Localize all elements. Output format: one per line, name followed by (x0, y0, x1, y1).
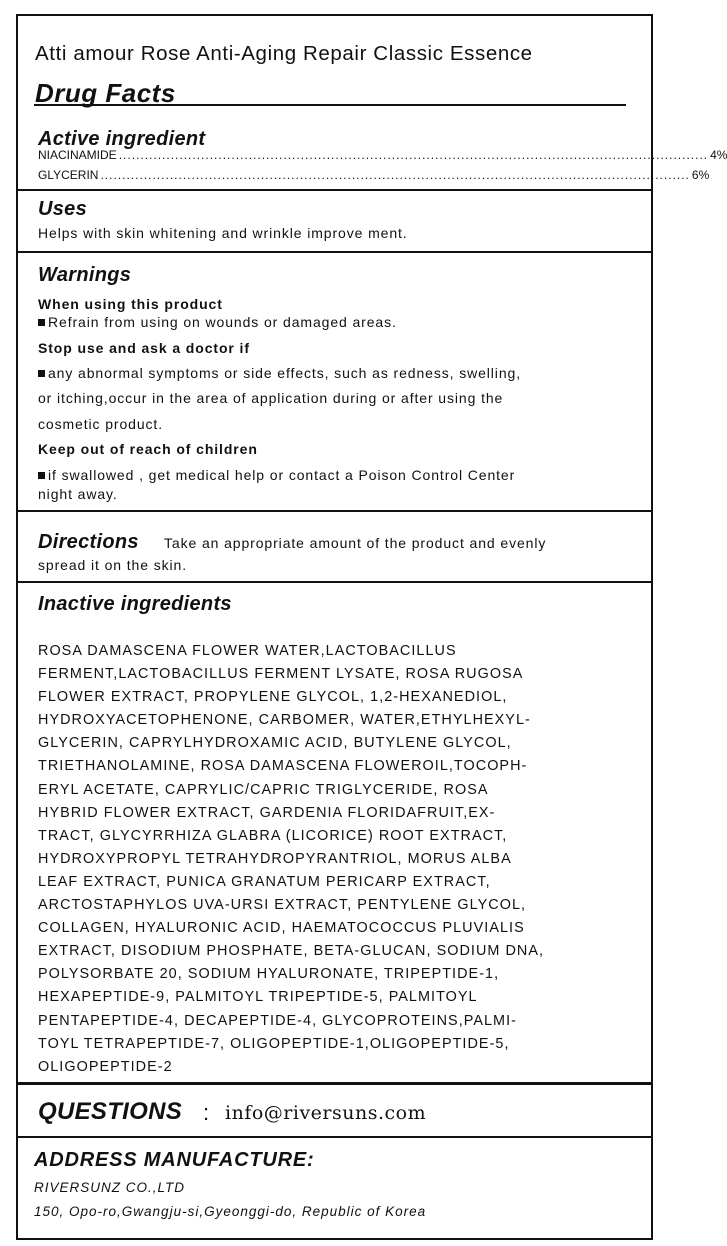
inactive-ingredients-heading: Inactive ingredients (38, 593, 232, 615)
ingredient-line: HYDROXYACETOPHENONE, CARBOMER, WATER,ETHYLHEXYL- (38, 712, 531, 729)
keep-out-text: night away. (38, 486, 118, 502)
questions-label: QUESTIONS (38, 1098, 183, 1125)
questions-email: info@riversuns.com (225, 1102, 427, 1124)
stop-use-text: cosmetic product. (38, 416, 164, 432)
uses-text: Helps with skin whitening and wrinkle improve ment. (38, 225, 408, 241)
ingredient-line: OLIGOPEPTIDE-2 (38, 1058, 173, 1075)
stop-use-text: any abnormal symptoms or side effects, such as redness, swelling, (38, 365, 521, 381)
drug-facts-title: Drug Facts (35, 78, 176, 108)
active-ingredient-heading: Active ingredient (38, 128, 206, 150)
section-divider (18, 1082, 651, 1085)
section-divider (18, 581, 651, 583)
section-divider (18, 189, 651, 191)
questions-separator: : (203, 1100, 210, 1125)
warnings-heading: Warnings (38, 264, 132, 286)
ingredient-line: ROSA DAMASCENA FLOWER WATER,LACTOBACILLUS (38, 643, 457, 659)
ingredient-name: NIACINAMIDE (38, 148, 117, 162)
ingredient-line: FERMENT,LACTOBACILLUS FERMENT LYSATE, ROSA RUGOSA (38, 666, 524, 683)
section-divider (18, 1136, 651, 1138)
drug-facts-label (16, 14, 727, 1240)
bullet-icon (38, 472, 45, 479)
leader-dots: ........................................................................................................................................ (100, 168, 690, 182)
stop-use-heading: Stop use and ask a doctor if (38, 340, 250, 356)
leader-dots: ........................................................................................................................................ (118, 148, 709, 162)
section-divider (18, 510, 651, 512)
bullet-icon (38, 370, 45, 377)
ingredient-line: HYDROXYPROPYL TETRAHYDROPYRANTRIOL, MORUS ALBA (38, 850, 512, 867)
directions-text: spread it on the skin. (38, 557, 187, 573)
ingredient-line: POLYSORBATE 20, SODIUM HYALURONATE, TRIPEPTIDE-1, (38, 966, 500, 983)
ingredient-line: ERYL ACETATE, CAPRYLIC/CAPRIC TRIGLYCERIDE, ROSA (38, 781, 489, 798)
directions-heading: Directions (38, 531, 139, 553)
uses-heading: Uses (38, 198, 88, 220)
manufacturer-name: RIVERSUNZ CO.,LTD (34, 1180, 186, 1195)
ingredient-line: COLLAGEN, HYALURONIC ACID, HAEMATOCOCCUS PLUVIALIS (38, 920, 525, 937)
active-ingredient-row (38, 168, 710, 182)
ingredient-line: PENTAPEPTIDE-4, DECAPEPTIDE-4, GLYCOPROTEINS,PALMI- (38, 1012, 517, 1029)
ingredient-line: GLYCERIN, CAPRYLHYDROXAMIC ACID, BUTYLENE GLYCOL, (38, 735, 512, 752)
address-heading: ADDRESS MANUFACTURE: (34, 1149, 315, 1171)
ingredient-line: TOYL TETRAPEPTIDE-7, OLIGOPEPTIDE-1,OLIGOPEPTIDE-5, (38, 1035, 510, 1052)
ingredient-line: EXTRACT, DISODIUM PHOSPHATE, BETA-GLUCAN, SODIUM DNA, (38, 943, 545, 960)
ingredient-line: TRACT, GLYCYRRHIZA GLABRA (LICORICE) ROOT EXTRACT, (38, 827, 508, 844)
ingredient-line: HEXAPEPTIDE-9, PALMITOYL TRIPEPTIDE-5, PALMITOYL (38, 989, 478, 1006)
ingredient-line: LEAF EXTRACT, PUNICA GRANATUM PERICARP EXTRACT, (38, 873, 491, 890)
active-ingredient-row (38, 148, 727, 162)
ingredient-line: TRIETHANOLAMINE, ROSA DAMASCENA FLOWEROIL,TOCOPH- (38, 758, 528, 775)
ingredient-value: 6% (691, 168, 710, 182)
ingredient-line: ARCTOSTAPHYLOS UVA-URSI EXTRACT, PENTYLENE GLYCOL, (38, 897, 527, 914)
product-name: Atti amour Rose Anti-Aging Repair Classic Essence (35, 42, 533, 65)
when-using-text: Refrain from using on wounds or damaged areas. (38, 314, 397, 330)
manufacturer-address: 150, Opo-ro,Gwangju-si,Gyeonggi-do, Republic of Korea (34, 1204, 427, 1219)
keep-out-text: if swallowed , get medical help or contact a Poison Control Center (38, 467, 515, 483)
stop-use-text: or itching,occur in the area of application during or after using the (38, 390, 504, 406)
directions-text: Take an appropriate amount of the product and evenly (164, 535, 547, 551)
inactive-ingredients-list (38, 640, 643, 1079)
keep-out-heading: Keep out of reach of children (38, 441, 258, 457)
title-underline (34, 104, 626, 106)
ingredient-name: GLYCERIN (38, 168, 99, 182)
bullet-icon (38, 319, 45, 326)
ingredient-line: HYBRID FLOWER EXTRACT, GARDENIA FLORIDAFRUIT,EX- (38, 804, 496, 821)
ingredient-line: FLOWER EXTRACT, PROPYLENE GLYCOL, 1,2-HEXANEDIOL, (38, 689, 508, 706)
section-divider (18, 251, 651, 253)
ingredient-value: 4% (710, 148, 727, 162)
when-using-heading: When using this product (38, 296, 223, 312)
